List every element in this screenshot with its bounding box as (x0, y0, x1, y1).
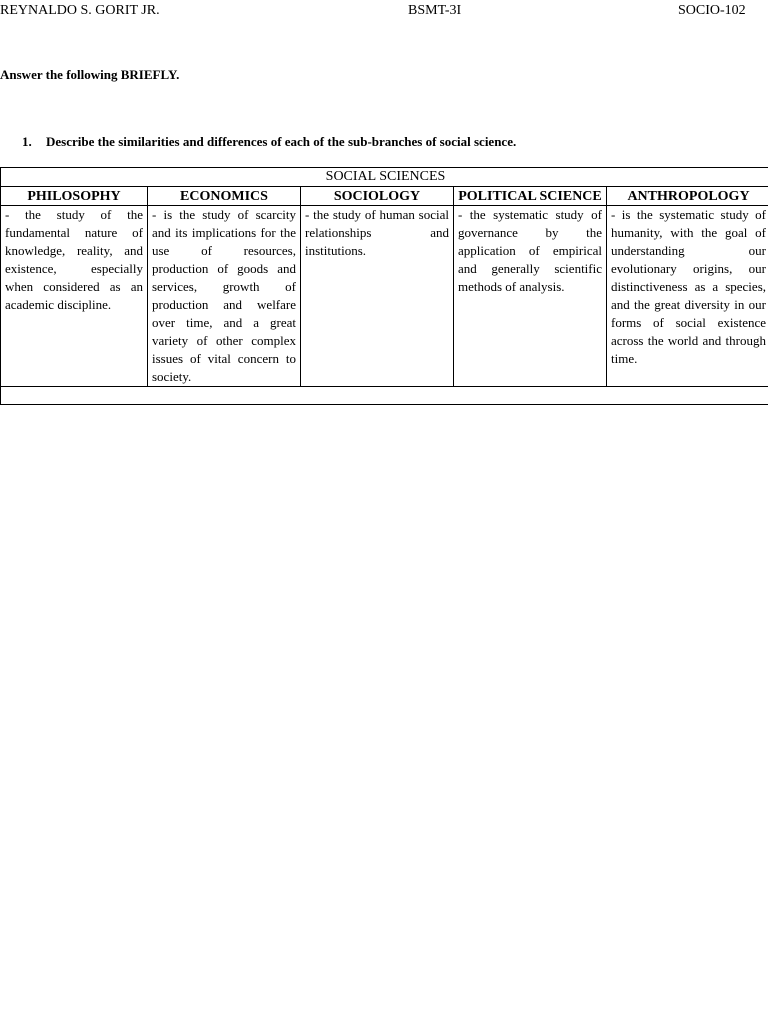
cell-anthropology: - is the systematic study of humanity, with the goal of understanding our evolutionary origins, our distinctiveness as a species, and the great diversity in our forms of social existence across the world and through time. (607, 206, 768, 387)
table-row (1, 206, 768, 387)
social-sciences-table (0, 167, 768, 405)
cell-economics: - is the study of scarcity and its implications for the use of resources, production of goods and services, growth of production and welfare over time, and a great variety of other complex issues of vital concern to society. (148, 206, 301, 387)
cell-sociology: - the study of human social relationships and institutions. (301, 206, 454, 387)
course-code: SOCIO-102 (678, 3, 746, 18)
cell-political-science: - the systematic study of governance by the application of empirical and generally scientific methods of analysis. (454, 206, 607, 387)
student-name: REYNALDO S. GORIT JR. (0, 3, 160, 18)
table-header-row (1, 187, 768, 206)
column-heading-political-science: POLITICAL SCIENCE (454, 187, 607, 206)
table-title: SOCIAL SCIENCES (1, 168, 768, 187)
column-heading-economics: ECONOMICS (148, 187, 301, 206)
column-heading-anthropology: ANTHROPOLOGY (607, 187, 768, 206)
question-1 (22, 134, 516, 150)
question-text: Describe the similarities and differences of each of the sub-branches of social science. (46, 134, 517, 149)
instruction-text: Answer the following BRIEFLY. (0, 67, 180, 82)
table-empty-row (1, 387, 768, 405)
cell-philosophy: - the study of the fundamental nature of knowledge, reality, and existence, especially when considered as an academic discipline. (1, 206, 148, 387)
document-header (0, 2, 768, 22)
empty-cell (1, 387, 768, 405)
column-heading-philosophy: PHILOSOPHY (1, 187, 148, 206)
question-number: 1. (22, 134, 32, 149)
student-section: BSMT-3I (408, 3, 462, 18)
column-heading-sociology: SOCIOLOGY (301, 187, 454, 206)
